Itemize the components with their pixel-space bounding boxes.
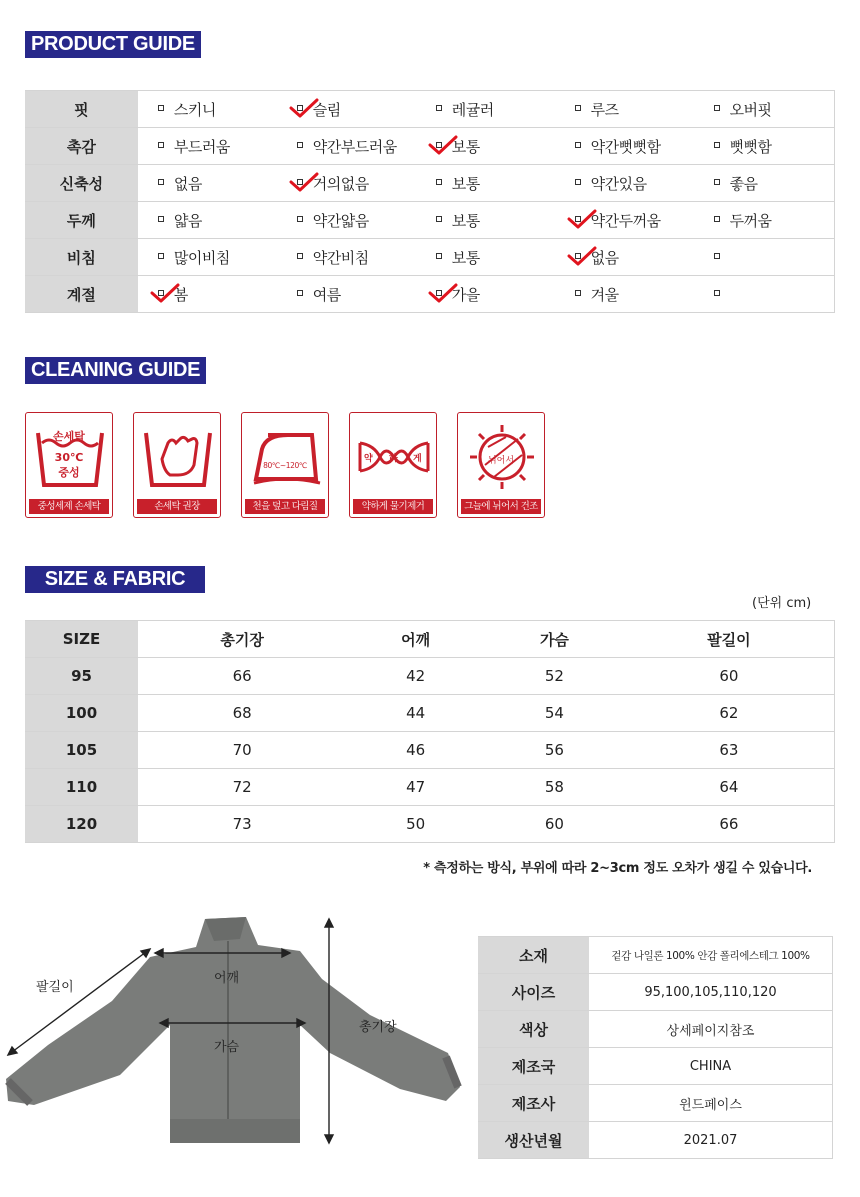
size-cell: 46 xyxy=(346,732,485,769)
guide-option xyxy=(555,276,694,313)
care-hand-wash-30-icon xyxy=(25,412,113,518)
size-cell: 52 xyxy=(485,658,624,695)
checkbox-icon xyxy=(158,179,164,185)
guide-option xyxy=(138,91,277,128)
guide-option-label: 약간비침 xyxy=(312,248,369,267)
guide-row-label: 핏 xyxy=(25,91,138,128)
size-cell: 73 xyxy=(138,806,346,843)
size-cell: 100 xyxy=(25,695,138,732)
guide-row xyxy=(25,239,835,276)
jacket-diagram xyxy=(0,905,470,1165)
size-cell: 58 xyxy=(485,769,624,806)
guide-option xyxy=(555,128,694,165)
spec-value: 2021.07 xyxy=(589,1122,833,1159)
guide-option xyxy=(694,239,835,276)
size-header-cell: 가슴 xyxy=(485,621,624,658)
guide-option-label: 거의없음 xyxy=(312,174,369,193)
care-iron-icon xyxy=(241,412,329,518)
guide-option xyxy=(277,91,416,128)
spec-key: 생산년월 xyxy=(478,1122,589,1159)
size-row xyxy=(25,695,835,732)
care-temp-text: 80℃~120℃ xyxy=(263,461,307,470)
checkbox-icon xyxy=(714,253,720,259)
product-guide-title: PRODUCT GUIDE xyxy=(25,31,201,58)
guide-option-label: 가을 xyxy=(451,285,480,304)
spec-value: 95,100,105,110,120 xyxy=(589,974,833,1011)
guide-option xyxy=(555,239,694,276)
spec-row xyxy=(478,1085,833,1122)
guide-option-label: 봄 xyxy=(173,285,188,304)
checkbox-icon xyxy=(714,179,720,185)
size-cell: 60 xyxy=(624,658,835,695)
spec-value: 상세페이지참조 xyxy=(589,1011,833,1048)
size-cell: 54 xyxy=(485,695,624,732)
checkbox-icon xyxy=(297,216,303,222)
checkmark-icon xyxy=(150,282,180,304)
checkbox-icon xyxy=(297,253,303,259)
checkbox-icon xyxy=(714,142,720,148)
guide-option-label: 얇음 xyxy=(173,211,202,230)
size-header-cell: SIZE xyxy=(25,621,138,658)
guide-option-label: 보통 xyxy=(451,211,480,230)
product-guide-table xyxy=(25,90,835,313)
care-shade-dry-icon xyxy=(457,412,545,518)
size-cell: 63 xyxy=(624,732,835,769)
guide-option xyxy=(138,202,277,239)
guide-option-label: 많이비침 xyxy=(173,248,230,267)
checkbox-icon xyxy=(158,105,164,111)
checkbox-icon xyxy=(436,105,442,111)
checkbox-icon xyxy=(436,179,442,185)
guide-option xyxy=(416,276,555,313)
guide-option xyxy=(555,202,694,239)
checkmark-icon xyxy=(567,208,597,230)
guide-option xyxy=(138,128,277,165)
guide-row-label: 비침 xyxy=(25,239,138,276)
unit-label: (단위 cm) xyxy=(752,596,812,611)
spec-value: 윈드페이스 xyxy=(589,1085,833,1122)
checkbox-icon xyxy=(714,290,720,296)
guide-option xyxy=(138,239,277,276)
care-char: 하 xyxy=(389,454,398,464)
guide-option-label: 약간뻣뻣함 xyxy=(590,137,661,156)
guide-row-label: 신축성 xyxy=(25,165,138,202)
size-header-cell: 총기장 xyxy=(138,621,346,658)
checkmark-icon xyxy=(289,97,319,119)
spec-row xyxy=(478,937,833,974)
guide-option-label: 보통 xyxy=(451,248,480,267)
guide-option-label: 스키니 xyxy=(173,100,216,119)
guide-option-label: 보통 xyxy=(451,137,480,156)
size-header-row xyxy=(25,621,835,658)
guide-option xyxy=(555,91,694,128)
checkbox-icon xyxy=(158,216,164,222)
checkbox-icon xyxy=(297,142,303,148)
size-cell: 110 xyxy=(25,769,138,806)
care-caption: 그늘에 뉘어서 건조 xyxy=(461,499,541,514)
checkbox-icon xyxy=(575,142,581,148)
guide-option-label: 없음 xyxy=(590,248,619,267)
checkbox-icon xyxy=(297,290,303,296)
size-cell: 56 xyxy=(485,732,624,769)
guide-option-label: 약간부드러움 xyxy=(312,137,397,156)
checkbox-icon xyxy=(714,105,720,111)
guide-option xyxy=(694,91,835,128)
cleaning-guide-title: CLEANING GUIDE xyxy=(25,357,206,384)
guide-option xyxy=(416,165,555,202)
size-table xyxy=(25,620,835,843)
guide-option xyxy=(416,239,555,276)
spec-key: 제조국 xyxy=(478,1048,589,1085)
size-cell: 105 xyxy=(25,732,138,769)
size-cell: 44 xyxy=(346,695,485,732)
spec-row xyxy=(478,1048,833,1085)
checkbox-icon xyxy=(436,253,442,259)
guide-option-label: 여름 xyxy=(312,285,341,304)
guide-option xyxy=(694,202,835,239)
guide-row xyxy=(25,276,835,313)
size-header-cell: 팔길이 xyxy=(624,621,835,658)
size-cell: 66 xyxy=(624,806,835,843)
guide-option xyxy=(416,202,555,239)
size-row xyxy=(25,658,835,695)
care-caption: 손세탁 권장 xyxy=(137,499,217,514)
size-row xyxy=(25,806,835,843)
guide-option xyxy=(277,128,416,165)
guide-row xyxy=(25,128,835,165)
spec-value: CHINA xyxy=(589,1048,833,1085)
size-fabric-title: SIZE & FABRIC xyxy=(25,566,205,593)
size-cell: 62 xyxy=(624,695,835,732)
guide-option-label: 약간있음 xyxy=(590,174,647,193)
spec-key: 사이즈 xyxy=(478,974,589,1011)
size-cell: 47 xyxy=(346,769,485,806)
guide-row xyxy=(25,91,835,128)
guide-row-label: 촉감 xyxy=(25,128,138,165)
guide-row xyxy=(25,165,835,202)
care-sub-text: 중성 xyxy=(58,466,80,479)
guide-option xyxy=(277,165,416,202)
guide-option xyxy=(694,276,835,313)
guide-row xyxy=(25,202,835,239)
checkmark-icon xyxy=(428,282,458,304)
guide-option xyxy=(138,165,277,202)
sleeve-label: 팔길이 xyxy=(36,980,74,995)
checkbox-icon xyxy=(714,216,720,222)
size-cell: 70 xyxy=(138,732,346,769)
care-caption: 약하게 물기제거 xyxy=(353,499,433,514)
guide-option xyxy=(694,128,835,165)
guide-option-label: 약간두꺼움 xyxy=(590,211,661,230)
size-row xyxy=(25,769,835,806)
guide-option-label: 겨울 xyxy=(590,285,619,304)
checkbox-icon xyxy=(575,179,581,185)
care-wring-icon xyxy=(349,412,437,518)
guide-row-label: 계절 xyxy=(25,276,138,313)
spec-row xyxy=(478,1011,833,1048)
chest-label: 가슴 xyxy=(214,1040,240,1055)
checkbox-icon xyxy=(158,142,164,148)
guide-option-label: 좋음 xyxy=(729,174,758,193)
care-caption: 천을 덮고 다림질 xyxy=(245,499,325,514)
guide-option xyxy=(555,165,694,202)
size-row xyxy=(25,732,835,769)
guide-option-label: 없음 xyxy=(173,174,202,193)
size-cell: 68 xyxy=(138,695,346,732)
size-cell: 64 xyxy=(624,769,835,806)
size-cell: 50 xyxy=(346,806,485,843)
guide-option-label: 루즈 xyxy=(590,100,619,119)
size-cell: 95 xyxy=(25,658,138,695)
guide-option-label: 부드러움 xyxy=(173,137,230,156)
checkbox-icon xyxy=(158,253,164,259)
size-cell: 60 xyxy=(485,806,624,843)
checkmark-icon xyxy=(289,171,319,193)
guide-option-label: 슬림 xyxy=(312,100,341,119)
care-top-text: 손세탁 xyxy=(53,430,85,443)
guide-row-label: 두께 xyxy=(25,202,138,239)
checkbox-icon xyxy=(575,290,581,296)
guide-option-label: 약간얇음 xyxy=(312,211,369,230)
guide-option xyxy=(138,276,277,313)
spec-key: 소재 xyxy=(478,937,589,974)
spec-row xyxy=(478,1122,833,1159)
checkmark-icon xyxy=(428,134,458,156)
size-cell: 66 xyxy=(138,658,346,695)
care-hand-wash-icon xyxy=(133,412,221,518)
checkbox-icon xyxy=(575,105,581,111)
guide-option-label: 오버핏 xyxy=(729,100,772,119)
guide-option-label: 레귤러 xyxy=(451,100,494,119)
guide-option-label: 뻣뻣함 xyxy=(729,137,772,156)
spec-value: 겉감 나일론 100% 안감 폴리에스테그 100% xyxy=(589,937,833,974)
shoulder-label: 어깨 xyxy=(214,971,240,986)
measurement-note: * 측정하는 방식, 부위에 따라 2~3cm 정도 오차가 생길 수 있습니다. xyxy=(423,861,812,876)
guide-option xyxy=(416,91,555,128)
size-cell: 72 xyxy=(138,769,346,806)
size-cell: 120 xyxy=(25,806,138,843)
guide-option xyxy=(277,276,416,313)
spec-key: 제조사 xyxy=(478,1085,589,1122)
care-caption: 중성세제 손세탁 xyxy=(29,499,109,514)
spec-table xyxy=(478,936,833,1159)
care-temp-text: 30℃ xyxy=(54,451,84,464)
checkbox-icon xyxy=(436,216,442,222)
guide-option-label: 보통 xyxy=(451,174,480,193)
guide-option xyxy=(416,128,555,165)
checkmark-icon xyxy=(567,245,597,267)
care-char: 게 xyxy=(413,454,422,464)
spec-key: 색상 xyxy=(478,1011,589,1048)
guide-option-label: 두꺼움 xyxy=(729,211,772,230)
guide-option xyxy=(694,165,835,202)
size-cell: 42 xyxy=(346,658,485,695)
spec-row xyxy=(478,974,833,1011)
size-header-cell: 어깨 xyxy=(346,621,485,658)
guide-option xyxy=(277,239,416,276)
care-inner-text: 뉘어서 xyxy=(487,456,515,466)
length-label: 총기장 xyxy=(359,1020,397,1035)
care-char: 약 xyxy=(364,454,373,464)
guide-option xyxy=(277,202,416,239)
